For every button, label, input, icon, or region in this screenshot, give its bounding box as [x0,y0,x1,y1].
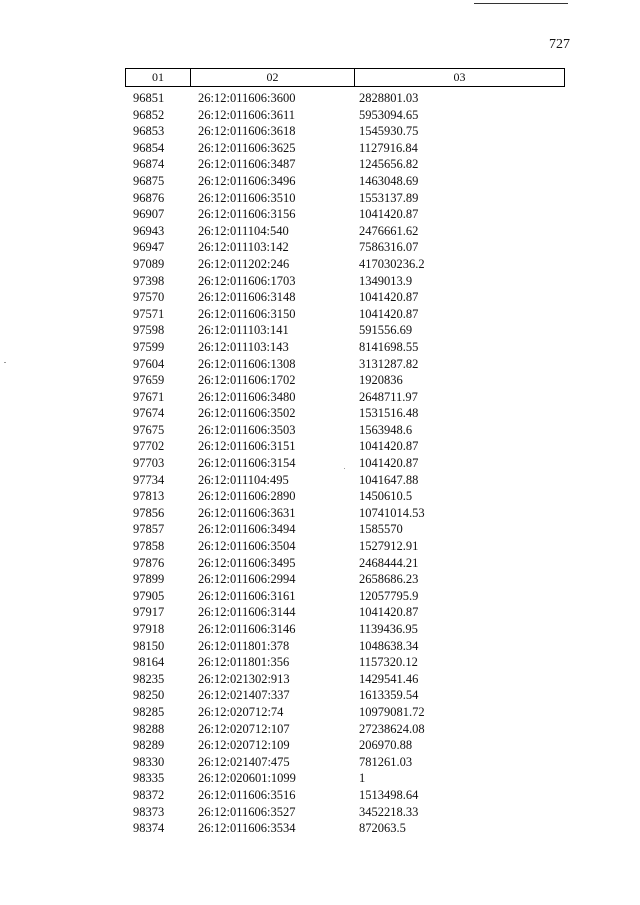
cadastral-number: 26:12:011801:378 [198,638,290,653]
table-row [0,256,640,273]
value: 1429541.46 [359,671,419,686]
cadastral-number: 26:12:011606:3516 [198,787,296,802]
table-row [0,273,640,290]
value: 1048638.34 [359,638,419,653]
value: 2648711.97 [359,389,418,404]
cadastral-number: 26:12:011606:3144 [198,605,296,620]
cadastral-number: 26:12:011104:495 [198,472,289,487]
row-id: 97671 [133,389,165,404]
cadastral-number: 26:12:011606:3504 [198,539,296,554]
cadastral-number: 26:12:020601:1099 [198,771,296,786]
row-id: 98164 [133,655,165,670]
table-row [0,621,640,638]
cadastral-number: 26:12:011606:3480 [198,389,296,404]
value: 872063.5 [359,821,406,836]
row-id: 97858 [133,539,165,554]
cadastral-number: 26:12:021407:337 [198,688,290,703]
cadastral-number: 26:12:020712:109 [198,738,290,753]
value: 1041647.88 [359,472,419,487]
row-id: 98335 [133,771,165,786]
row-id: 96854 [133,140,165,155]
table-row [0,737,640,754]
cadastral-number: 26:12:011202:246 [198,256,290,271]
row-id: 96851 [133,91,165,105]
row-id: 96907 [133,207,165,222]
value: 591556.69 [359,323,413,338]
value: 2828801.03 [359,91,419,105]
table-row [0,638,640,655]
value: 1127916.84 [359,140,418,155]
row-id: 98285 [133,704,165,719]
cadastral-number: 26:12:021407:475 [198,754,290,769]
value: 206970.88 [359,738,413,753]
cadastral-number: 26:12:011801:356 [198,655,290,670]
row-id: 97604 [133,356,165,371]
row-id: 96853 [133,124,165,139]
row-id: 96947 [133,240,165,255]
table-row [0,704,640,721]
value: 12057795.9 [359,588,419,603]
value: 1157320.12 [359,655,418,670]
table-row [0,322,640,339]
value: 3131287.82 [359,356,419,371]
row-id: 97674 [133,406,165,421]
value: 1527912.91 [359,539,419,554]
table-row [0,372,640,389]
table-header [125,68,565,87]
table-row [0,687,640,704]
row-id: 98373 [133,804,165,819]
value: 5953094.65 [359,107,419,122]
cadastral-number: 26:12:011606:3148 [198,290,296,305]
row-id: 98374 [133,821,165,836]
value: 1531516.48 [359,406,419,421]
cadastral-number: 26:12:011606:3625 [198,140,296,155]
table-row [0,389,640,406]
table-row [0,505,640,522]
row-id: 97899 [133,572,165,587]
row-id: 97598 [133,323,165,338]
table-row [0,123,640,140]
table-row [0,754,640,771]
table-row [0,90,640,107]
value: 7586316.07 [359,240,419,255]
cadastral-number: 26:12:011606:3146 [198,622,296,636]
value: 2468444.21 [359,555,419,570]
value: 3452218.33 [359,804,419,819]
table-row [0,770,640,787]
cadastral-number: 26:12:020712:107 [198,721,290,736]
value: 1 [359,771,366,786]
value: 1553137.89 [359,190,419,205]
cadastral-number: 26:12:020712:74 [198,704,284,719]
cadastral-number: 26:12:011606:3502 [198,406,296,421]
cadastral-number: 26:12:011606:3151 [198,439,296,454]
row-id: 98235 [133,671,165,686]
table-row [0,306,640,323]
row-id: 98250 [133,688,165,703]
table-row [0,787,640,804]
row-id: 97876 [133,555,165,570]
table-row [0,289,640,306]
cadastral-number: 26:12:011606:3527 [198,804,296,819]
cadastral-number: 26:12:011606:3150 [198,306,296,321]
cadastral-number: 26:12:011606:1702 [198,373,296,388]
cadastral-number: 26:12:011103:142 [198,240,289,255]
cadastral-number: 26:12:011606:1703 [198,273,296,288]
row-id: 98372 [133,787,165,802]
value: 10979081.72 [359,704,425,719]
value: 781261.03 [359,754,413,769]
value: 1041420.87 [359,207,419,222]
cadastral-number: 26:12:011103:143 [198,339,289,354]
table-row [0,156,640,173]
cadastral-number: 26:12:011606:3154 [198,456,296,471]
row-id: 98289 [133,738,165,753]
value: 1585570 [359,522,403,537]
table-row [0,472,640,489]
table-row [0,671,640,688]
row-id: 96874 [133,157,165,172]
row-id: 97571 [133,306,165,321]
row-id: 96852 [133,107,165,122]
cadastral-number: 26:12:011606:3494 [198,522,296,537]
cadastral-number: 26:12:021302:913 [198,671,290,686]
row-id: 97599 [133,339,165,354]
value: 1041420.87 [359,439,419,454]
cadastral-number: 26:12:011103:141 [198,323,289,338]
cadastral-number: 26:12:011606:3161 [198,588,296,603]
table-row [0,488,640,505]
row-id: 98288 [133,721,165,736]
table-row [0,206,640,223]
cadastral-number: 26:12:011606:3631 [198,505,296,520]
cadastral-number: 26:12:011606:3600 [198,91,296,105]
cadastral-number: 26:12:011104:540 [198,223,289,238]
table-row [0,339,640,356]
value: 1613359.54 [359,688,419,703]
top-rule [474,3,568,4]
value: 2658686.23 [359,572,419,587]
cadastral-number: 26:12:011606:2994 [198,572,296,587]
value: 1139436.95 [359,622,418,636]
cadastral-number: 26:12:011606:3611 [198,107,295,122]
column-header-01: 01 [126,69,191,86]
row-id: 96943 [133,223,165,238]
table-row [0,804,640,821]
value: 1041420.87 [359,605,419,620]
value: 1041420.87 [359,456,419,471]
table-row [0,223,640,240]
cadastral-number: 26:12:011606:3156 [198,207,296,222]
value: 1563948.6 [359,422,413,437]
table-row [0,571,640,588]
row-id: 98330 [133,754,165,769]
value: 8141698.55 [359,339,419,354]
value: 1513498.64 [359,787,419,802]
cadastral-number: 26:12:011606:2890 [198,489,296,504]
row-id: 97857 [133,522,165,537]
table-row [0,604,640,621]
table-row [0,588,640,605]
table-body [0,90,640,837]
cadastral-number: 26:12:011606:3496 [198,173,296,188]
cadastral-number: 26:12:011606:3618 [198,124,296,139]
value: 1245656.82 [359,157,419,172]
row-id: 97398 [133,273,165,288]
row-id: 96875 [133,173,165,188]
value: 1463048.69 [359,173,419,188]
table-row [0,422,640,439]
cadastral-number: 26:12:011606:1308 [198,356,296,371]
row-id: 97089 [133,256,165,271]
value: 1041420.87 [359,306,419,321]
cadastral-number: 26:12:011606:3510 [198,190,296,205]
row-id: 97905 [133,588,165,603]
row-id: 97917 [133,605,165,620]
table-row [0,721,640,738]
cadastral-number: 26:12:011606:3495 [198,555,296,570]
row-id: 97856 [133,505,165,520]
cadastral-number: 26:12:011606:3534 [198,821,296,836]
cadastral-number: 26:12:011606:3503 [198,422,296,437]
row-id: 97703 [133,456,165,471]
value: 1920836 [359,373,403,388]
value: 1041420.87 [359,290,419,305]
row-id: 98150 [133,638,165,653]
row-id: 97702 [133,439,165,454]
table-row [0,538,640,555]
table-row [0,455,640,472]
value: 27238624.08 [359,721,425,736]
table-row [0,438,640,455]
table-row [0,107,640,124]
table-row [0,356,640,373]
column-header-03: 03 [453,70,466,84]
value: 417030236.2 [359,256,425,271]
row-id: 96876 [133,190,165,205]
table-row [0,140,640,157]
column-header-02: 02 [191,69,355,86]
value: 1545930.75 [359,124,419,139]
row-id: 97813 [133,489,165,504]
table-row [0,405,640,422]
row-id: 97675 [133,422,165,437]
value: 2476661.62 [359,223,419,238]
row-id: 97659 [133,373,165,388]
table-row [0,521,640,538]
table-row [0,555,640,572]
value: 10741014.53 [359,505,425,520]
table-row [0,190,640,207]
page-number: 727 [549,37,570,52]
row-id: 97918 [133,622,165,636]
table-row [0,239,640,256]
table-row [0,173,640,190]
row-id: 97734 [133,472,165,487]
value: 1450610.5 [359,489,413,504]
table-row [0,654,640,671]
cadastral-number: 26:12:011606:3487 [198,157,296,172]
value: 1349013.9 [359,273,413,288]
row-id: 97570 [133,290,165,305]
table-row [0,820,640,837]
